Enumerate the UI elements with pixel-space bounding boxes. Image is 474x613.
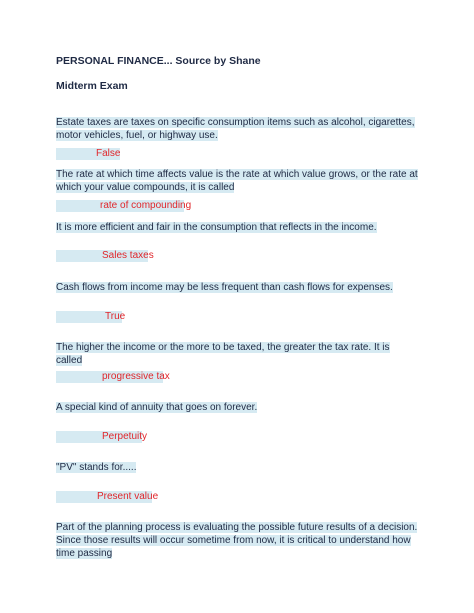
answer-5 — [56, 371, 170, 383]
document-title: PERSONAL FINANCE... Source by Shane — [56, 55, 261, 67]
question-4 — [56, 281, 418, 294]
question-text: A special kind of annuity that goes on forever. — [56, 402, 258, 413]
question-3 — [56, 221, 418, 234]
answer-7 — [56, 491, 159, 503]
answer-text: progressive tax — [102, 371, 170, 382]
answer-2 — [56, 200, 192, 212]
answer-1 — [56, 148, 120, 160]
question-text: "PV" stands for..... — [56, 462, 137, 473]
question-text: The higher the income or the more to be taxed, the greater the tax rate. It is called — [56, 342, 390, 366]
question-text: Estate taxes are taxes on specific consumption items such as alcohol, cigarettes, motor vehicles, fuel, or highway use. — [56, 117, 415, 141]
answer-text: Present value — [97, 491, 159, 502]
question-1 — [56, 116, 418, 142]
document-subtitle: Midterm Exam — [56, 80, 128, 92]
question-text: It is more efficient and fair in the consumption that reflects in the income. — [56, 222, 377, 233]
answer-text: False — [96, 148, 121, 159]
question-text: Cash flows from income may be less frequent than cash flows for expenses. — [56, 282, 393, 293]
question-text: The rate at which time affects value is the rate at which value grows, or the rate at which your value compounds, it is called — [56, 169, 418, 193]
answer-text: rate of compounding — [100, 200, 192, 211]
question-6 — [56, 401, 418, 414]
answer-text: Perpetuity — [102, 431, 148, 442]
answer-3 — [56, 250, 154, 262]
answer-6 — [56, 431, 148, 443]
question-8 — [56, 521, 418, 560]
question-text: Part of the planning process is evaluating the possible future results of a decision. Since those results will occur sometime from now, it is critical to understand how time passing — [56, 522, 418, 559]
question-2 — [56, 168, 418, 194]
answer-4 — [56, 311, 126, 323]
answer-text: Sales taxes — [102, 250, 154, 261]
question-5 — [56, 341, 418, 367]
question-7 — [56, 461, 418, 474]
answer-text: True — [105, 311, 126, 322]
